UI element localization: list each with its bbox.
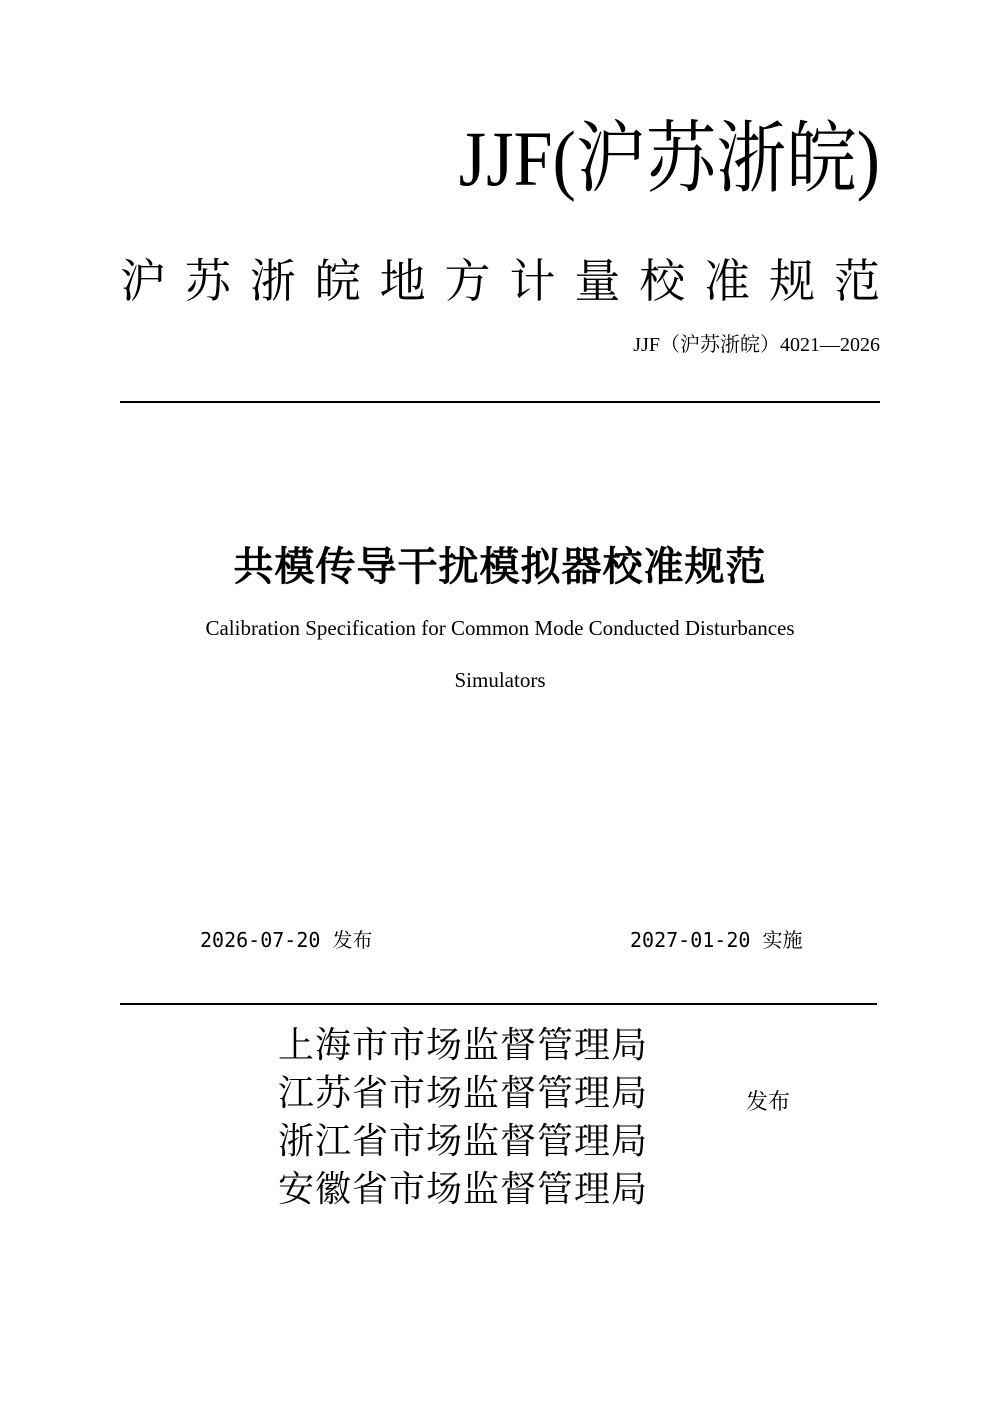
- issuer-name: 浙江省市场监督管理局: [278, 1121, 649, 1162]
- category-char: 皖: [314, 254, 361, 308]
- top-divider: [120, 401, 880, 403]
- category-char: 准: [704, 254, 751, 308]
- implementation-date: [630, 924, 802, 953]
- category-char: 校: [639, 254, 686, 308]
- publish-label: 发布: [746, 1090, 791, 1115]
- category-char: 范: [833, 254, 880, 308]
- category-char: 计: [509, 254, 556, 308]
- category-char: 苏: [184, 254, 231, 308]
- issuer-name: 上海市市场监督管理局: [278, 1025, 649, 1066]
- document-number: JJF（沪苏浙皖）4021—2026: [633, 334, 880, 356]
- issuer-list: [278, 1022, 648, 1214]
- category-char: 浙: [249, 254, 296, 308]
- category-char: 规: [769, 254, 816, 308]
- issue-date-label: 发布: [332, 928, 373, 952]
- category-char: 量: [574, 254, 621, 308]
- category-char: 沪: [120, 254, 166, 308]
- issue-date-value: 2026-07-20: [200, 928, 321, 952]
- implementation-date-label: 实施: [762, 928, 803, 952]
- category-char: 地: [379, 254, 426, 308]
- category-char: 方: [444, 254, 491, 308]
- issuer-name: 江苏省市场监督管理局: [278, 1073, 649, 1114]
- category-title: [120, 254, 880, 309]
- implementation-date-value: 2027-01-20: [630, 928, 751, 952]
- english-title-line-1: Calibration Specification for Common Mode Conducted Disturbances: [205, 616, 795, 640]
- english-title-line-2: Simulators: [454, 668, 546, 692]
- issue-date: [200, 924, 372, 953]
- chinese-title: 共模传导干扰模拟器校准规范: [233, 544, 767, 590]
- issuer-name: 安徽省市场监督管理局: [278, 1169, 649, 1210]
- series-mark: JJF(沪苏浙皖): [458, 115, 880, 202]
- bottom-divider: [120, 1003, 877, 1005]
